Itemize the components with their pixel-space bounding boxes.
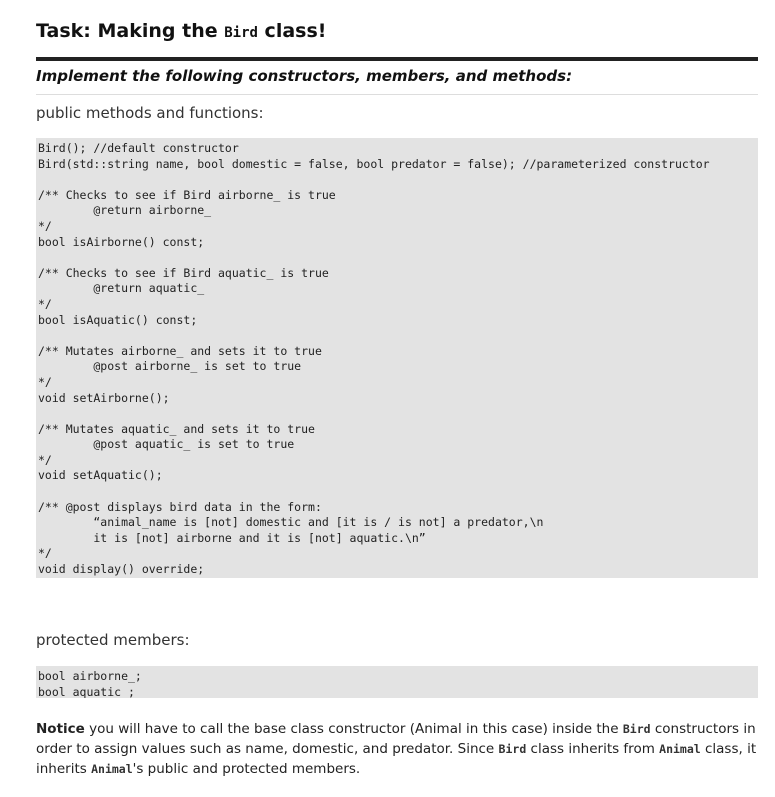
code-line: @post airborne_ is set to true [38, 359, 302, 374]
code-line: void display() override; [38, 562, 205, 577]
code-line: */ [38, 218, 52, 233]
code-line [38, 250, 756, 266]
notice-text: class, it inherits [36, 741, 757, 777]
code-line: Bird(std::string name, bool domestic = false, bool predator = false); //parameterized constructor [38, 156, 710, 171]
notice-text: you will have to call the base class constructor (Animal in this case) inside the [84, 721, 623, 737]
code-line: void setAquatic(); [38, 468, 163, 483]
title-prefix: Task: Making the [36, 20, 225, 42]
public-code-block [36, 138, 758, 578]
notice-paragraph [36, 719, 758, 779]
notice-code: Animal [91, 762, 133, 776]
implementation-subheading: Implement the following constructors, members, and methods: [36, 67, 573, 85]
code-line [38, 172, 756, 188]
public-section-label: public methods and functions: [36, 104, 264, 122]
title-class-name: Bird [224, 25, 258, 41]
code-line: “animal_name is [not] domestic and [it is / is not] a predator,\n [38, 515, 544, 530]
notice-code: Bird [622, 722, 651, 736]
title-suffix: class! [257, 20, 327, 42]
code-line: /** Checks to see if Bird aquatic_ is true [38, 265, 329, 280]
notice-code: Animal [659, 742, 701, 756]
code-line: @return aquatic_ [38, 281, 205, 296]
code-line: /** Mutates aquatic_ and sets it to true [38, 421, 315, 436]
code-line: */ [38, 452, 52, 467]
code-line: @return airborne_ [38, 203, 212, 218]
notice-text: class inherits from [526, 741, 660, 757]
title-divider [36, 57, 758, 61]
page-title [36, 20, 326, 42]
code-line [38, 406, 756, 422]
protected-code-block [36, 666, 758, 698]
code-line: /** @post displays bird data in the form: [38, 499, 322, 514]
code-line: /** Mutates airborne_ and sets it to true [38, 343, 322, 358]
code-line: */ [38, 546, 52, 561]
code-line: */ [38, 296, 52, 311]
notice-bold-word: Notice [36, 721, 85, 737]
code-line: bool aquatic_; [38, 684, 135, 698]
notice-text: constructors in order to assign values such as name, domestic, and predator. Since [36, 721, 756, 757]
notice-code: Bird [498, 742, 527, 756]
code-line: it is [not] airborne and it is [not] aquatic.\n” [38, 530, 426, 545]
code-line: */ [38, 374, 52, 389]
code-line: @post aquatic_ is set to true [38, 437, 295, 452]
subheading-divider [36, 94, 758, 95]
code-line [38, 328, 756, 344]
protected-section-label: protected members: [36, 631, 190, 649]
code-line: bool isAirborne() const; [38, 234, 205, 249]
code-line: bool airborne_; [38, 669, 142, 683]
code-line: /** Checks to see if Bird airborne_ is true [38, 187, 336, 202]
code-line: bool isAquatic() const; [38, 312, 198, 327]
notice-text: 's public and protected members. [132, 761, 361, 777]
code-line: Bird(); //default constructor [38, 141, 239, 155]
code-line [38, 484, 756, 500]
code-line: void setAirborne(); [38, 390, 170, 405]
